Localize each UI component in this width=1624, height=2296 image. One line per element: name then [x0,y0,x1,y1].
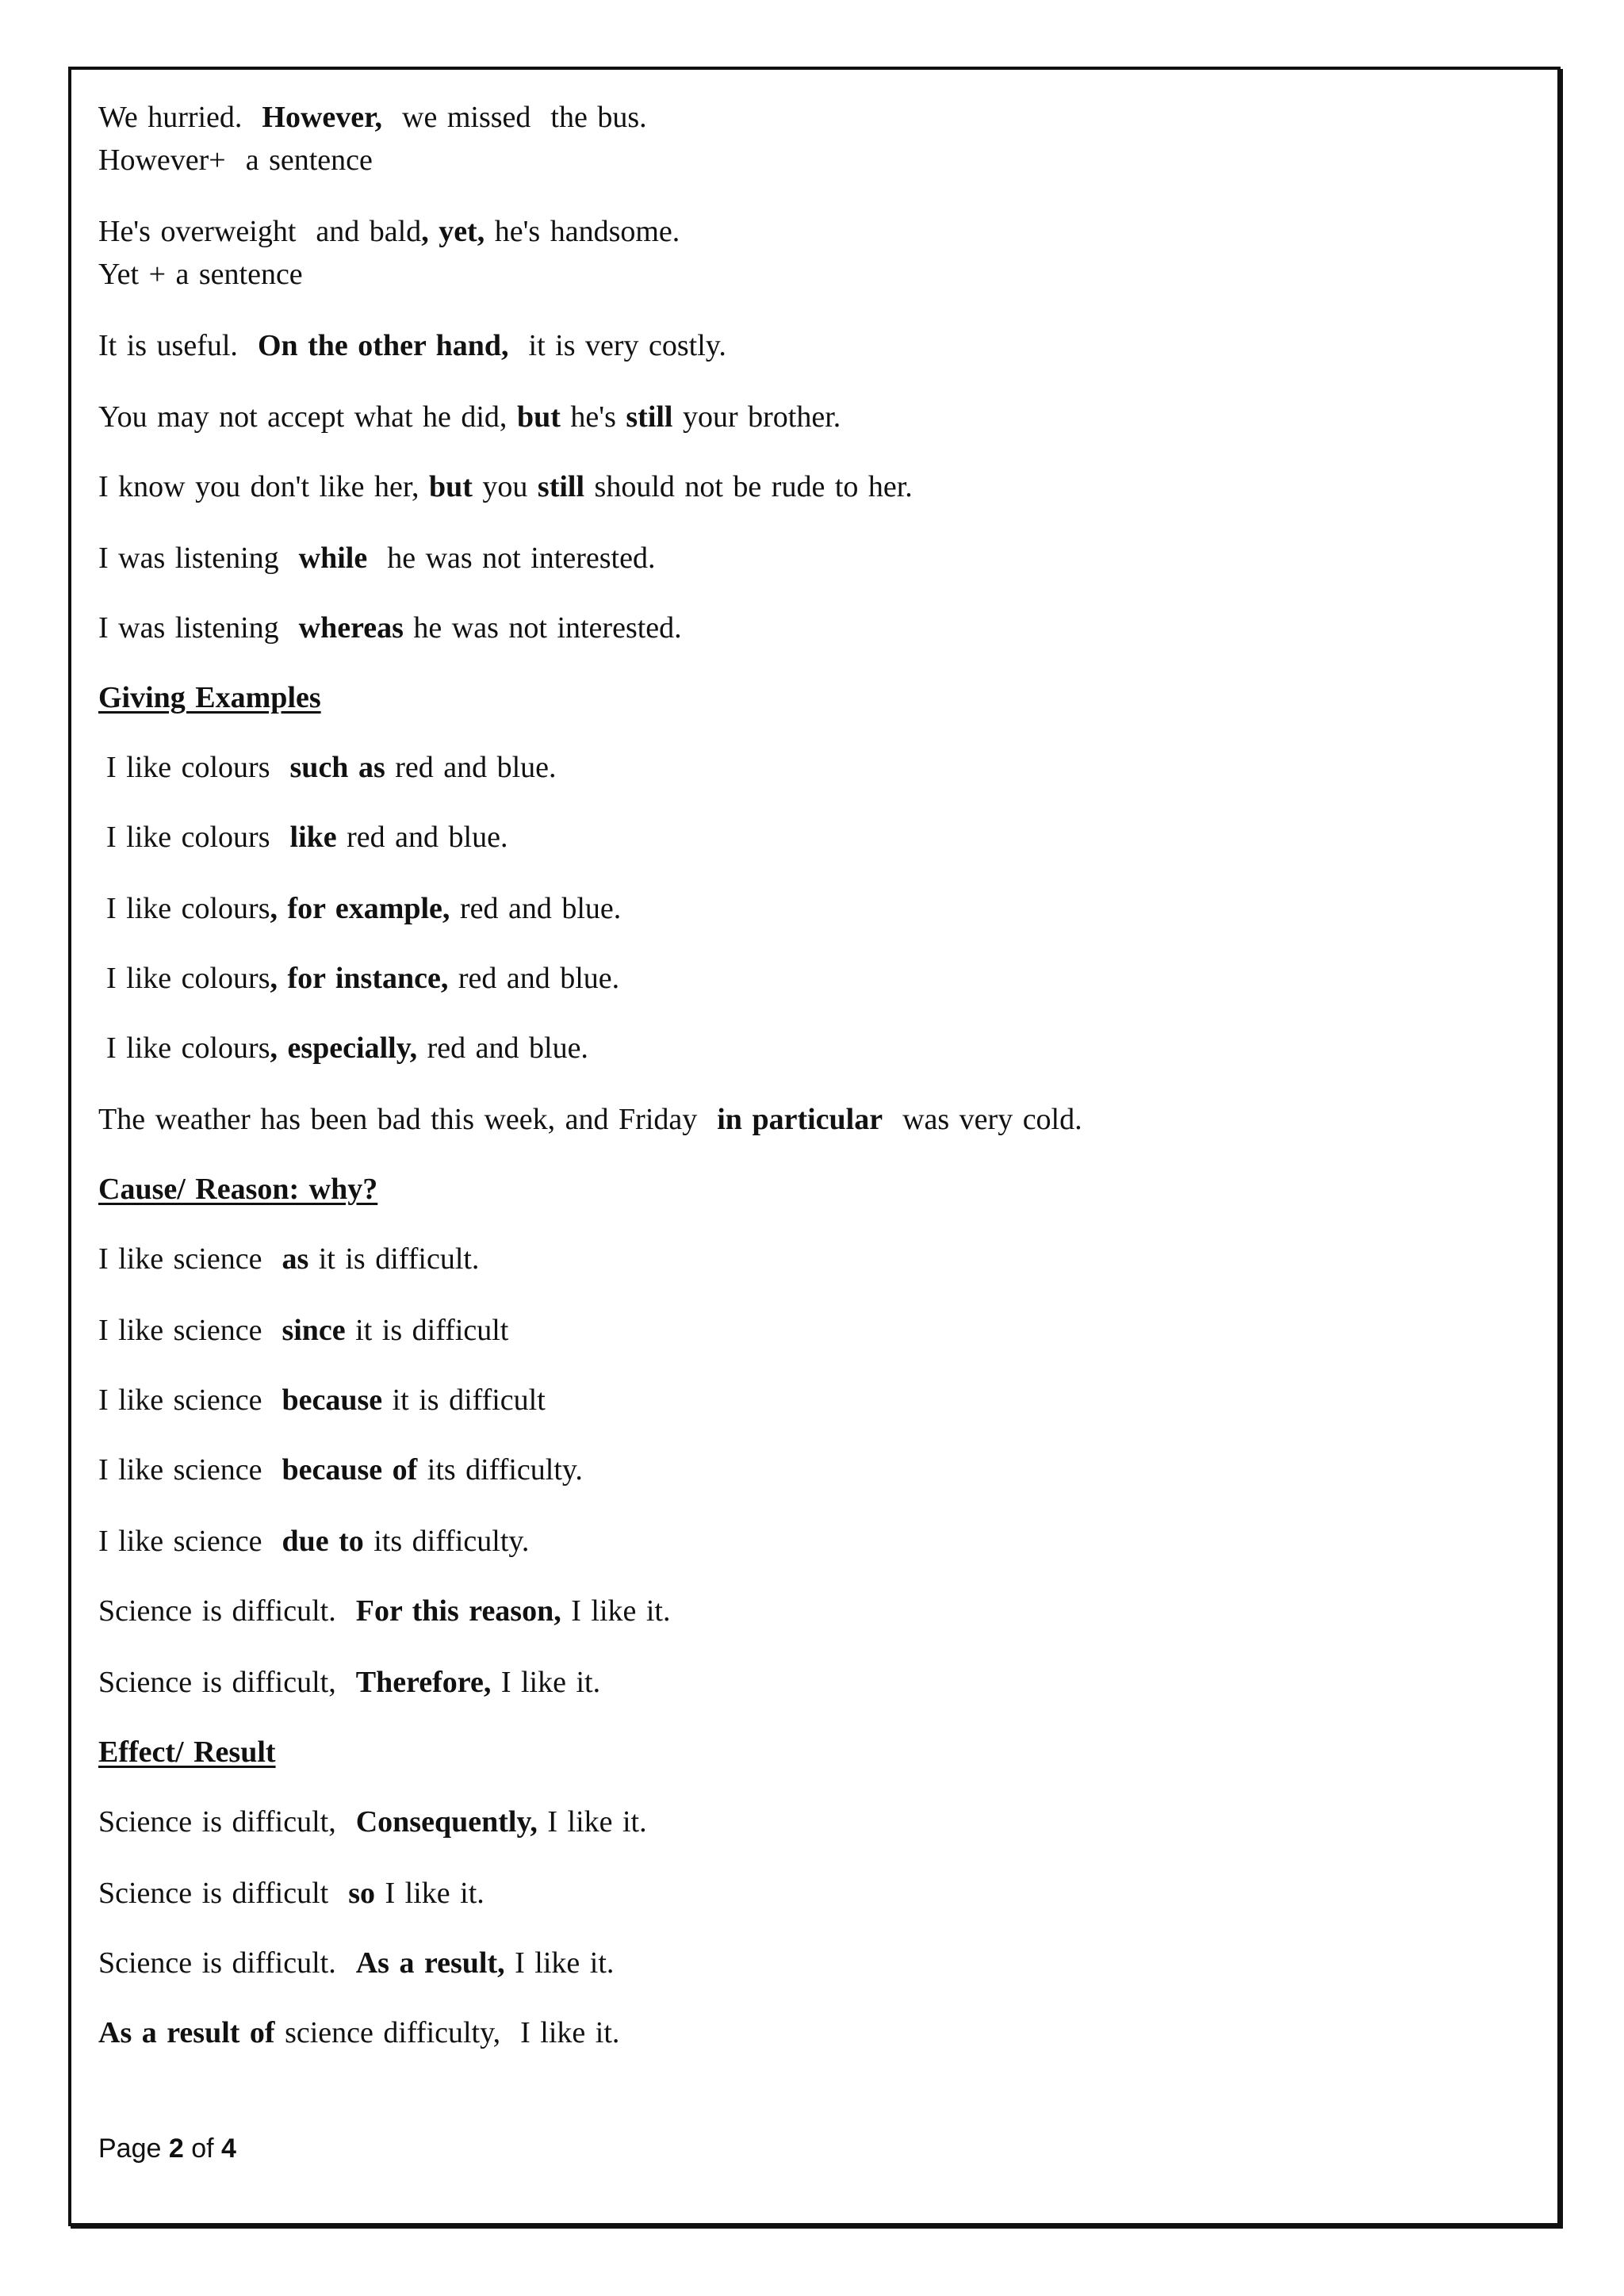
keyword-because: because [282,1383,383,1417]
contrast-line-whereas: I was listening whereas he was not interested. [98,611,682,645]
contrast-line-but-still-1: You may not accept what he did, but he's still your brother. [98,400,841,434]
keyword-due-to: due to [282,1525,364,1558]
keyword-but: but [428,470,473,503]
page-number-footer: Page 2 of 4 [98,2133,236,2164]
keyword-so: so [348,1877,376,1910]
contrast-note-however: However+ a sentence [98,144,373,177]
keyword-consequently: Consequently, [355,1805,538,1839]
keyword-still: still [537,470,585,503]
keyword-still: still [626,400,673,434]
cause-line-for-this-reason: Science is difficult. For this reason, I like it. [98,1594,671,1628]
example-line-especially: I like colours, especially, red and blue. [106,1031,588,1065]
example-line-for-instance: I like colours, for instance, red and blue. [106,962,620,995]
total-page-count: 4 [221,2133,236,2164]
keyword-especially: , especially, [270,1031,418,1065]
section-heading-effect-result: Effect/ Result [98,1735,276,1769]
cause-line-because: I like science because it is difficult [98,1383,546,1417]
keyword-as: as [282,1242,309,1276]
section-heading-giving-examples: Giving Examples [98,681,321,714]
effect-line-as-a-result: Science is difficult. As a result, I like it. [98,1946,615,1980]
contrast-note-yet: Yet + a sentence [98,258,303,291]
keyword-however: However, [262,101,383,134]
keyword-as-a-result: As a result, [355,1946,505,1980]
keyword-because-of: because of [282,1453,418,1487]
keyword-therefore: Therefore, [355,1666,492,1699]
keyword-while: while [298,541,368,575]
effect-line-as-a-result-of: As a result of science difficulty, I like it. [98,2016,620,2049]
keyword-yet: , yet, [421,215,485,248]
example-line-like: I like colours like red and blue. [106,821,508,854]
keyword-since: since [282,1314,346,1347]
keyword-but: but [516,400,561,434]
contrast-line-but-still-2: I know you don't like her, but you still should not be rude to her. [98,470,913,503]
keyword-like: like [289,821,337,854]
section-heading-cause-reason: Cause/ Reason: why? [98,1173,378,1206]
contrast-line-on-the-other-hand: It is useful. On the other hand, it is very costly. [98,329,726,362]
effect-line-so: Science is difficult so I like it. [98,1877,485,1910]
cause-line-because-of: I like science because of its difficulty. [98,1453,583,1487]
keyword-for-example: , for example, [270,892,450,925]
current-page-number: 2 [168,2133,184,2164]
example-line-for-example: I like colours, for example, red and blue. [106,892,622,925]
keyword-as-a-result-of: As a result of [98,2016,275,2049]
cause-line-therefore: Science is difficult, Therefore, I like it. [98,1666,601,1699]
keyword-in-particular: in particular [717,1103,883,1136]
keyword-whereas: whereas [298,611,404,645]
cause-line-as: I like science as it is difficult. [98,1242,480,1276]
cause-line-since: I like science since it is difficult [98,1314,509,1347]
contrast-line-while: I was listening while he was not interested. [98,541,656,575]
contrast-line-however: We hurried. However, we missed the bus. [98,101,647,134]
cause-line-due-to: I like science due to its difficulty. [98,1525,530,1558]
keyword-for-instance: , for instance, [270,962,449,995]
keyword-on-the-other-hand: On the other hand, [257,329,509,362]
effect-line-consequently: Science is difficult, Consequently, I like it. [98,1805,647,1839]
keyword-such-as: such as [289,751,385,784]
contrast-line-yet: He's overweight and bald, yet, he's handsome. [98,215,680,248]
example-line-in-particular: The weather has been bad this week, and Friday in particular was very cold. [98,1103,1082,1136]
keyword-for-this-reason: For this reason, [355,1594,561,1628]
example-line-such-as: I like colours such as red and blue. [106,751,557,784]
